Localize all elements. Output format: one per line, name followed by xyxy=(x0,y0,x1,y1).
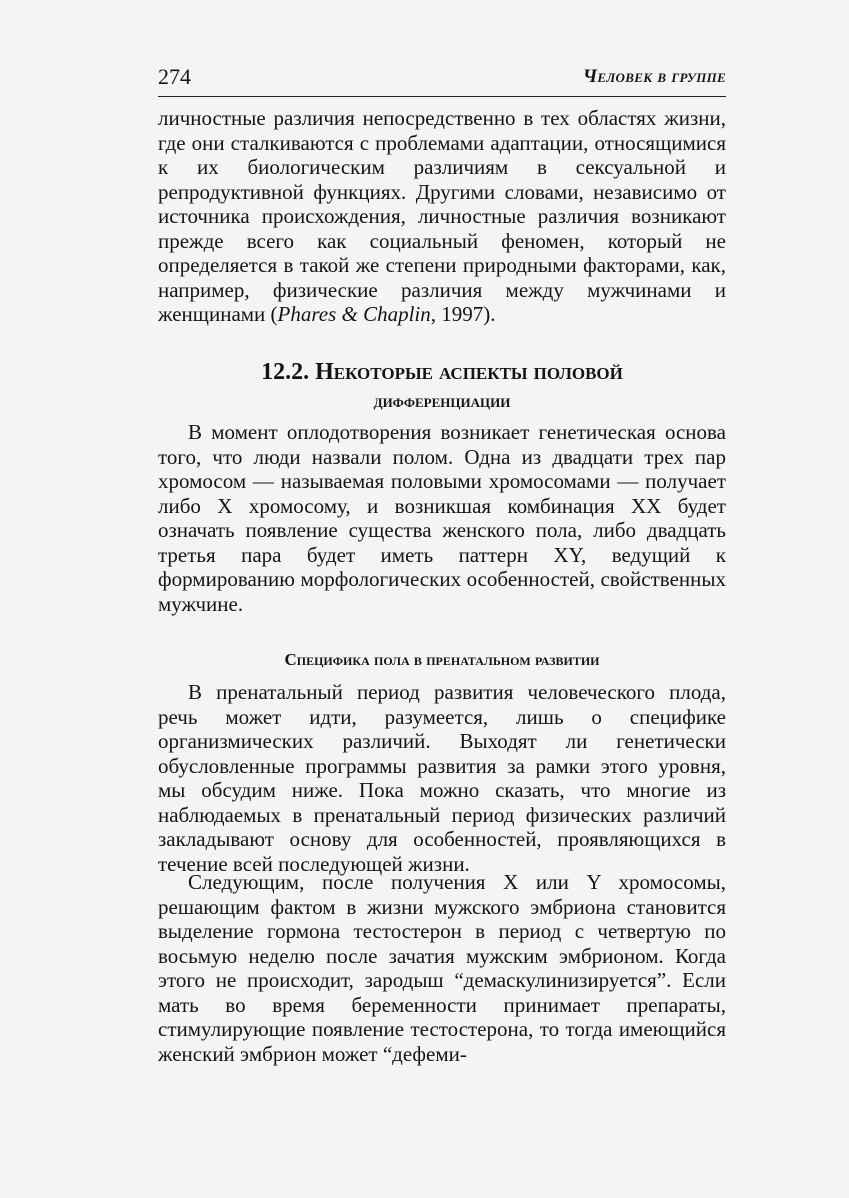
citation-authors: Phares & Chaplin xyxy=(277,302,431,326)
paragraph-text: личностные различия непосредственно в тех областях жизни, где они сталкиваются с проблемами адаптации, относящимися к их биологическим различиям в сексуальной и репродуктивной функциях. Другими словами, независимо от источника происхождения, личностные различия возникают прежде всего как социальный феномен, который не определяется в такой же степени природными факторами, как, например, физические различия между мужчинами и женщинами ( xyxy=(158,106,726,326)
paragraph-continuation xyxy=(158,106,726,327)
header-rule xyxy=(158,96,726,97)
running-title: Человек в группе xyxy=(582,66,726,87)
citation-year: , 1997). xyxy=(430,302,496,326)
section-heading xyxy=(158,357,726,417)
page-number: 274 xyxy=(158,64,191,89)
subsection-heading: Специфика пола в пренатальном развитии xyxy=(284,650,600,669)
section-heading-line1: 12.2. Некоторые аспекты половой xyxy=(261,359,623,385)
paragraph-prenatal: В пренатальный период развития человеческого плода, речь может идти, разумеется, лишь о специфике организмических различий. Выходят ли генетически обусловленные программы развития за рамки этого уровня, мы обсудим ниже. Пока можно сказать, что многие из наблюдаемых в пренатальный период физических различий закладывают основу для особенностей, проявляющихся в течение всей последующей жизни. xyxy=(158,680,726,876)
paragraph-testosterone: Следующим, после получения X или Y хромосомы, решающим фактом в жизни мужского эмбриона становится выделение гормона тестостерон в период с четвертую по восьмую неделю после зачатия мужским эмбрионом. Когда этого не происходит, зародыш “демаскулинизируется”. Если мать во время беременности принимает препараты, стимулирующие появление тестостерона, то тогда имеющийся женский эмбрион может “дефеми- xyxy=(158,870,726,1066)
section-heading-line2: дифференциации xyxy=(373,391,511,412)
paragraph-fertilization: В момент оплодотворения возникает генетическая основа того, что люди назвали полом. Одна из двадцати трех пар хромосом — называемая половыми хромосомами — получает либо X хромосому, и возникшая комбинация XX будет означать появление существа женского пола, либо двадцать третья пара будет иметь паттерн XY, ведущий к формированию морфологических особенностей, свойственных мужчине. xyxy=(158,420,726,616)
page-header xyxy=(158,62,726,96)
